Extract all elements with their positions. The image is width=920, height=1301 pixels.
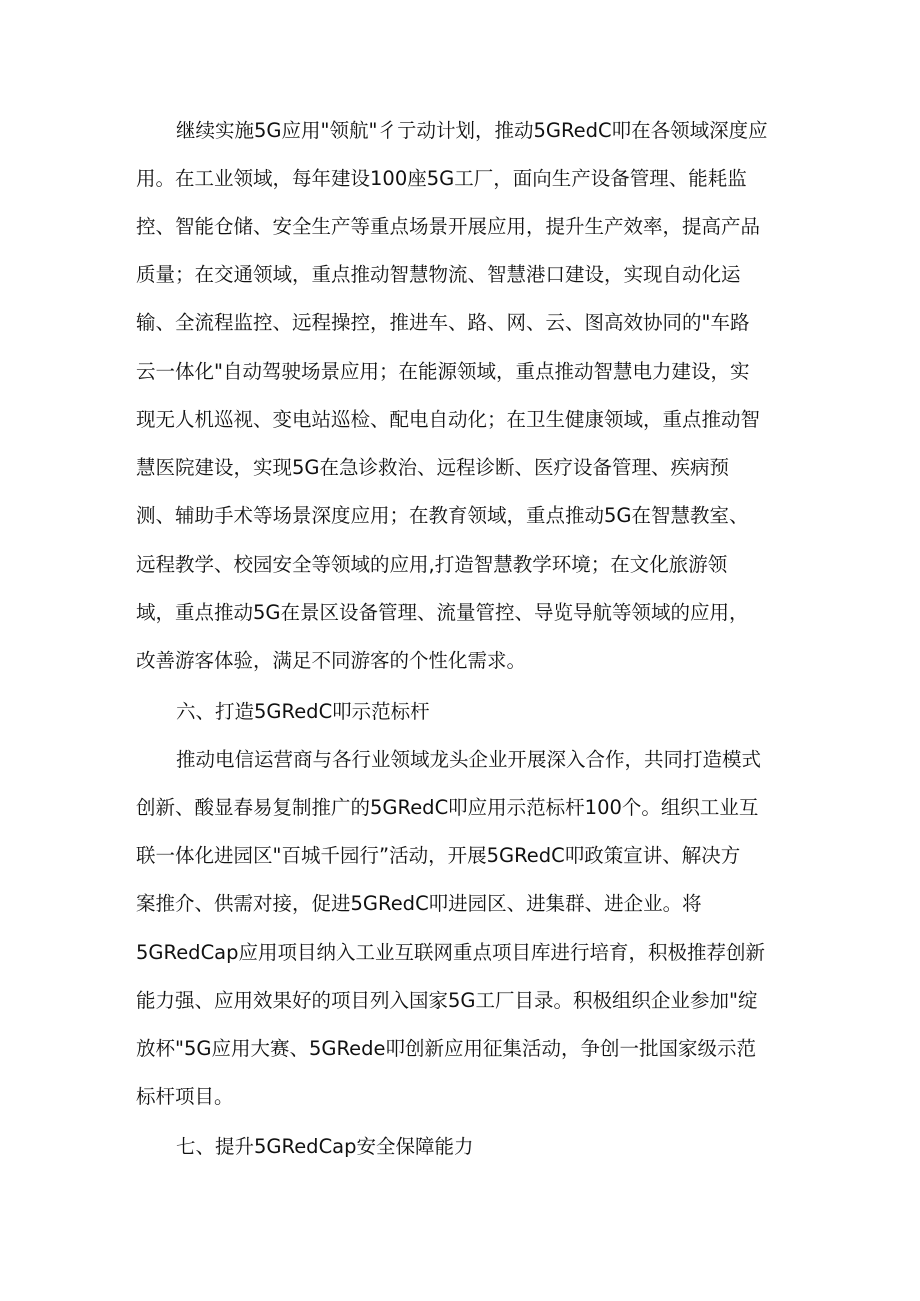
paragraph-line: 慧医院建设，实现5G在急诊救治、远程诊断、医疗设备管理、疾病预	[136, 456, 730, 479]
paragraph-line: 输、全流程监控、远程操控，推进车、路、网、云、图高效协同的"车路	[136, 311, 750, 334]
paragraph-line: 创新、酸显春易复制推广的5GRedC叩应用示范标杆100个。组织工业互	[136, 796, 759, 819]
paragraph-line: 推动电信运营商与各行业领域龙头企业开展深入合作，共同打造模式	[176, 748, 762, 771]
paragraph-line: 能力强、应用效果好的项目列入国家5G工厂目录。积极组织企业参加"绽	[136, 989, 758, 1012]
paragraph-line: 控、智能仓储、安全生产等重点场景开展应用，提升生产效率，提高产品	[136, 215, 761, 238]
paragraph-line: 改善游客体验，满足不同游客的个性化需求。	[136, 649, 527, 672]
paragraph-line: 测、辅助手术等场景深度应用；在教育领域，重点推动5G在智慧教室、	[136, 504, 749, 527]
paragraph-line: 案推介、供需对接，促进5GRedC叩进园区、进集群、进企业。将	[136, 892, 702, 915]
section-heading-7: 七、提升5GRedCap安全保障能力	[176, 1135, 474, 1158]
section-heading-6: 六、打造5GRedC叩示范标杆	[176, 700, 430, 723]
paragraph-line: 5GRedCap应用项目纳入工业互联网重点项目库进行培育，积极推荐创新	[136, 941, 766, 964]
paragraph-line: 云一体化"自动驾驶场景应用；在能源领域，重点推动智慧电力建设，实	[136, 360, 750, 383]
paragraph-line: 标杆项目。	[136, 1085, 234, 1108]
paragraph-line: 联一体化进园区"百城千园行”活动，开展5GRedC叩政策宣讲、解决方	[136, 844, 741, 867]
paragraph-line: 用。在工业领域，每年建设100座5G工厂，面向生产设备管理、能耗监	[136, 167, 747, 190]
paragraph-line: 域，重点推动5G在景区设备管理、流量管控、导览导航等领域的应用，	[136, 601, 749, 624]
paragraph-line: 远程教学、校园安全等领域的应用,打造智慧教学环境；在文化旅游领	[136, 553, 728, 576]
paragraph-line: 现无人机巡视、变电站巡检、配电自动化；在卫生健康领域，重点推动智	[136, 408, 761, 431]
paragraph-line: 继续实施5G应用"领航"彳亍动计划，推动5GRedC叩在各领域深度应	[176, 119, 768, 142]
paragraph-line: 放杯"5G应用大赛、5GRede叩创新应用征集活动，争创一批国家级示范	[136, 1037, 757, 1060]
paragraph-line: 质量；在交通领域，重点推动智慧物流、智慧港口建设，实现自动化运	[136, 263, 741, 286]
